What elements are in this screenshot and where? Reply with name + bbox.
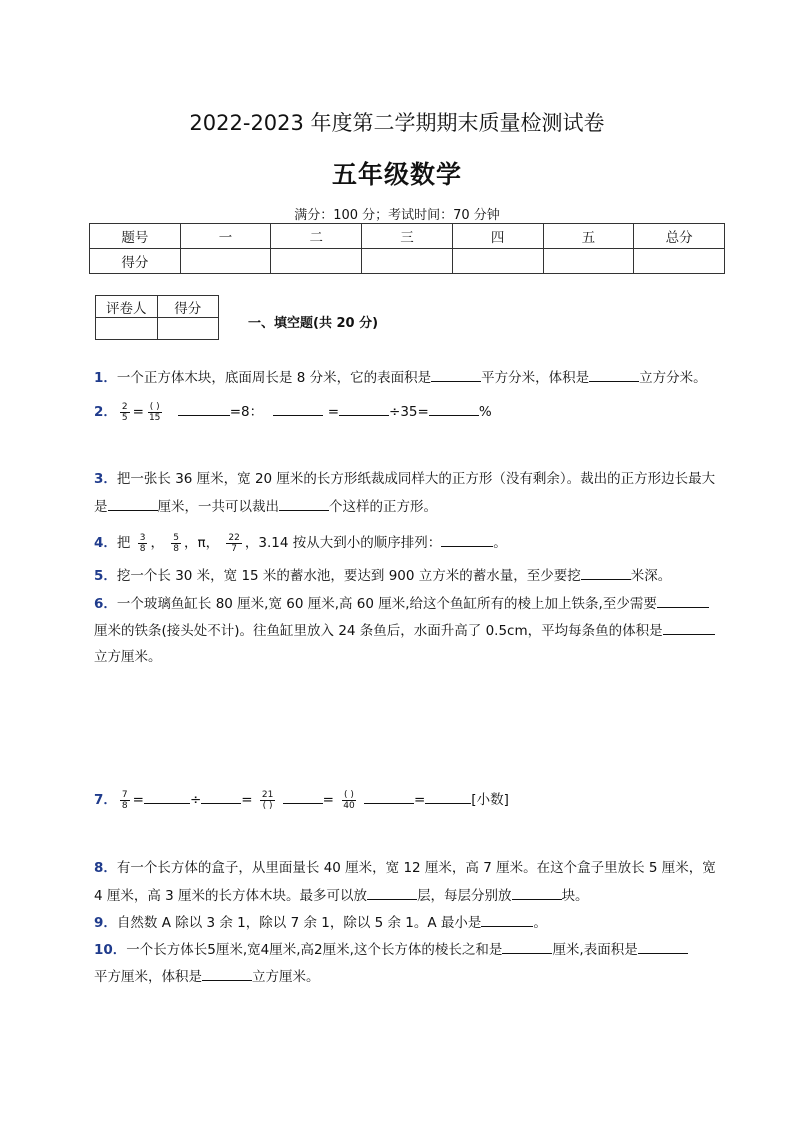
- numerator-blank[interactable]: ( ): [149, 401, 160, 412]
- question-number: 7．: [94, 792, 117, 808]
- fraction: [171, 533, 181, 554]
- answer-blank[interactable]: [144, 789, 190, 804]
- question-text: 立方厘米。: [252, 969, 320, 985]
- score-header-cell: 三: [362, 224, 453, 249]
- score-cell[interactable]: [543, 249, 634, 274]
- equals-sign: =: [322, 792, 334, 808]
- question-text: 把: [116, 535, 131, 551]
- question-6: [94, 593, 709, 614]
- exam-title: 2022-2023 年度第二学期期末质量检测试卷: [189, 111, 605, 135]
- score-header-cell: 四: [452, 224, 543, 249]
- exam-meta: 满分：100 分；考试时间：70 分钟: [294, 208, 500, 223]
- question-text: ，π，: [183, 535, 220, 551]
- answer-blank[interactable]: [339, 401, 389, 416]
- question-1: [94, 367, 707, 388]
- question-5: [94, 565, 671, 586]
- question-text: =8：: [229, 404, 264, 420]
- question-text: 4 厘米，高 3 厘米的长方体木块。最多可以放: [94, 888, 368, 904]
- answer-blank[interactable]: [202, 966, 252, 981]
- score-cell[interactable]: [362, 249, 453, 274]
- question-text: 一个玻璃鱼缸长 80 厘米,宽 60 厘米,高 60 厘米,给这个鱼缸所有的棱上加上铁条,至少需要: [116, 596, 657, 612]
- score-cell[interactable]: [271, 249, 362, 274]
- question-9: [94, 912, 547, 933]
- question-text: ÷35=: [389, 404, 429, 420]
- question-number: 5．: [94, 568, 117, 584]
- question-text: 立方分米。: [639, 370, 707, 386]
- question-text: 块。: [561, 888, 589, 904]
- numerator: 5: [173, 532, 179, 543]
- question-2: [94, 401, 492, 423]
- equals-sign: =: [132, 404, 144, 420]
- numerator: 2: [121, 401, 128, 412]
- fraction: [147, 402, 162, 423]
- answer-blank[interactable]: [283, 789, 323, 804]
- answer-blank[interactable]: [364, 789, 414, 804]
- denominator: 5: [121, 412, 128, 423]
- denominator: 8: [139, 543, 146, 554]
- answer-blank[interactable]: [367, 885, 417, 900]
- denominator: 7: [231, 543, 237, 554]
- question-text: [小数]: [471, 792, 509, 808]
- fraction: [138, 533, 148, 554]
- answer-blank[interactable]: [481, 912, 533, 927]
- answer-blank[interactable]: [502, 939, 552, 954]
- question-text: 。: [533, 915, 547, 931]
- question-text: 一个正方体木块，底面周长是 8 分米，它的表面积是: [116, 370, 432, 386]
- answer-blank[interactable]: [429, 401, 479, 416]
- score-header-cell: 五: [543, 224, 634, 249]
- score-table: [89, 223, 725, 274]
- question-text: 。: [493, 535, 507, 551]
- question-text: 挖一个长 30 米，宽 15 米的蓄水池，要达到 900 立方米的蓄水量，至少要挖: [116, 568, 581, 584]
- section-heading: 一、填空题(共 20 分): [248, 316, 379, 331]
- question-3-cont: [94, 496, 437, 517]
- question-text: 个这样的正方形。: [329, 499, 437, 515]
- answer-blank[interactable]: [201, 789, 241, 804]
- answer-blank[interactable]: [512, 885, 562, 900]
- subject-title: 五年级数学: [331, 160, 462, 189]
- denominator: 8: [173, 543, 179, 554]
- answer-blank[interactable]: [581, 565, 631, 580]
- question-4: [94, 532, 507, 554]
- grader-score-cell[interactable]: [157, 318, 219, 340]
- question-text: ，3.14 按从大到小的顺序排列：: [244, 535, 442, 551]
- question-text: 把一张长 36 厘米，宽 20 厘米的长方形纸裁成同样大的正方形（没有剩余）。裁出的正方形边长最大: [116, 471, 716, 487]
- denominator: 8: [121, 800, 128, 811]
- answer-blank[interactable]: [589, 367, 639, 382]
- question-text: 是: [94, 499, 108, 515]
- question-text: %: [478, 404, 492, 420]
- grader-cell[interactable]: [96, 318, 158, 340]
- question-6-cont: [94, 647, 162, 667]
- question-text: 平方厘米，体积是: [94, 969, 202, 985]
- denominator: 15: [148, 412, 161, 423]
- answer-blank[interactable]: [638, 939, 688, 954]
- numerator: 3: [139, 532, 146, 543]
- question-number: 9．: [94, 915, 117, 931]
- question-number: 2．: [94, 404, 117, 420]
- question-text: 平方分米，体积是: [481, 370, 590, 386]
- score-cell[interactable]: [180, 249, 271, 274]
- equals-sign: =: [132, 792, 144, 808]
- answer-blank[interactable]: [279, 496, 329, 511]
- fraction: [341, 790, 356, 811]
- answer-blank[interactable]: [178, 401, 230, 416]
- question-number: 10．: [94, 942, 127, 958]
- question-8: [94, 858, 716, 878]
- question-text: 厘米的铁条(接头处不计)。往鱼缸里放入 24 条鱼后，水面升高了 0.5cm，平均每条鱼的体积是: [94, 623, 663, 639]
- fraction: [120, 790, 130, 811]
- grader-header: 评卷人: [96, 296, 158, 318]
- answer-blank[interactable]: [657, 593, 709, 608]
- question-10: [94, 939, 688, 960]
- fraction: [226, 533, 241, 554]
- score-row-label: 得分: [90, 249, 181, 274]
- question-10-cont: [94, 966, 320, 987]
- question-text: 厘米,表面积是: [552, 942, 638, 958]
- answer-blank[interactable]: [441, 532, 493, 547]
- question-text: 厘米，一共可以裁出: [157, 499, 279, 515]
- question-text: 一个长方体长5厘米,宽4厘米,高2厘米,这个长方体的棱长之和是: [126, 942, 503, 958]
- question-number: 1．: [94, 370, 117, 386]
- question-number: 4．: [94, 535, 117, 551]
- denominator: 40: [343, 800, 355, 811]
- fraction: [120, 402, 130, 423]
- question-text: 米深。: [630, 568, 672, 584]
- question-6-cont: [94, 620, 715, 641]
- grader-table: [95, 295, 219, 340]
- grader-score-header: 得分: [157, 296, 219, 318]
- score-cell[interactable]: [452, 249, 543, 274]
- question-text: =: [327, 404, 340, 420]
- answer-blank[interactable]: [273, 401, 323, 416]
- answer-blank[interactable]: [431, 367, 481, 382]
- fraction: [260, 790, 275, 811]
- numerator: 21: [261, 789, 274, 800]
- question-3: [94, 469, 715, 489]
- score-header-cell: 二: [271, 224, 362, 249]
- answer-blank[interactable]: [108, 496, 158, 511]
- question-7: [94, 789, 509, 811]
- numerator: 7: [121, 789, 128, 800]
- denominator-blank[interactable]: ( ): [262, 800, 273, 811]
- question-8-cont: [94, 885, 589, 906]
- score-cell[interactable]: [634, 249, 725, 274]
- answer-blank[interactable]: [663, 620, 715, 635]
- question-text: 自然数 A 除以 3 余 1，除以 7 余 1，除以 5 余 1。A 最小是: [116, 915, 482, 931]
- divide-sign: ÷: [189, 792, 202, 808]
- equals-sign: =: [241, 792, 253, 808]
- question-number: 6．: [94, 596, 117, 612]
- score-header-cell: 一: [180, 224, 271, 249]
- score-header-cell: 总分: [634, 224, 725, 249]
- comma: ，: [150, 535, 164, 551]
- equals-sign: =: [413, 792, 426, 808]
- score-table-score-row: [90, 249, 725, 274]
- numerator: 22: [228, 532, 240, 543]
- score-table-header-row: [90, 224, 725, 249]
- question-number: 3．: [94, 471, 117, 487]
- numerator-blank[interactable]: ( ): [344, 789, 354, 800]
- question-text: 有一个长方体的盒子，从里面量长 40 厘米，宽 12 厘米，高 7 厘米。在这个盒子里放长 5 厘米，宽: [116, 860, 716, 876]
- question-text: 层，每层分别放: [417, 888, 512, 904]
- question-number: 8．: [94, 860, 117, 876]
- score-header-cell: 题号: [90, 224, 181, 249]
- answer-blank[interactable]: [425, 789, 471, 804]
- question-text: 立方厘米。: [94, 649, 162, 665]
